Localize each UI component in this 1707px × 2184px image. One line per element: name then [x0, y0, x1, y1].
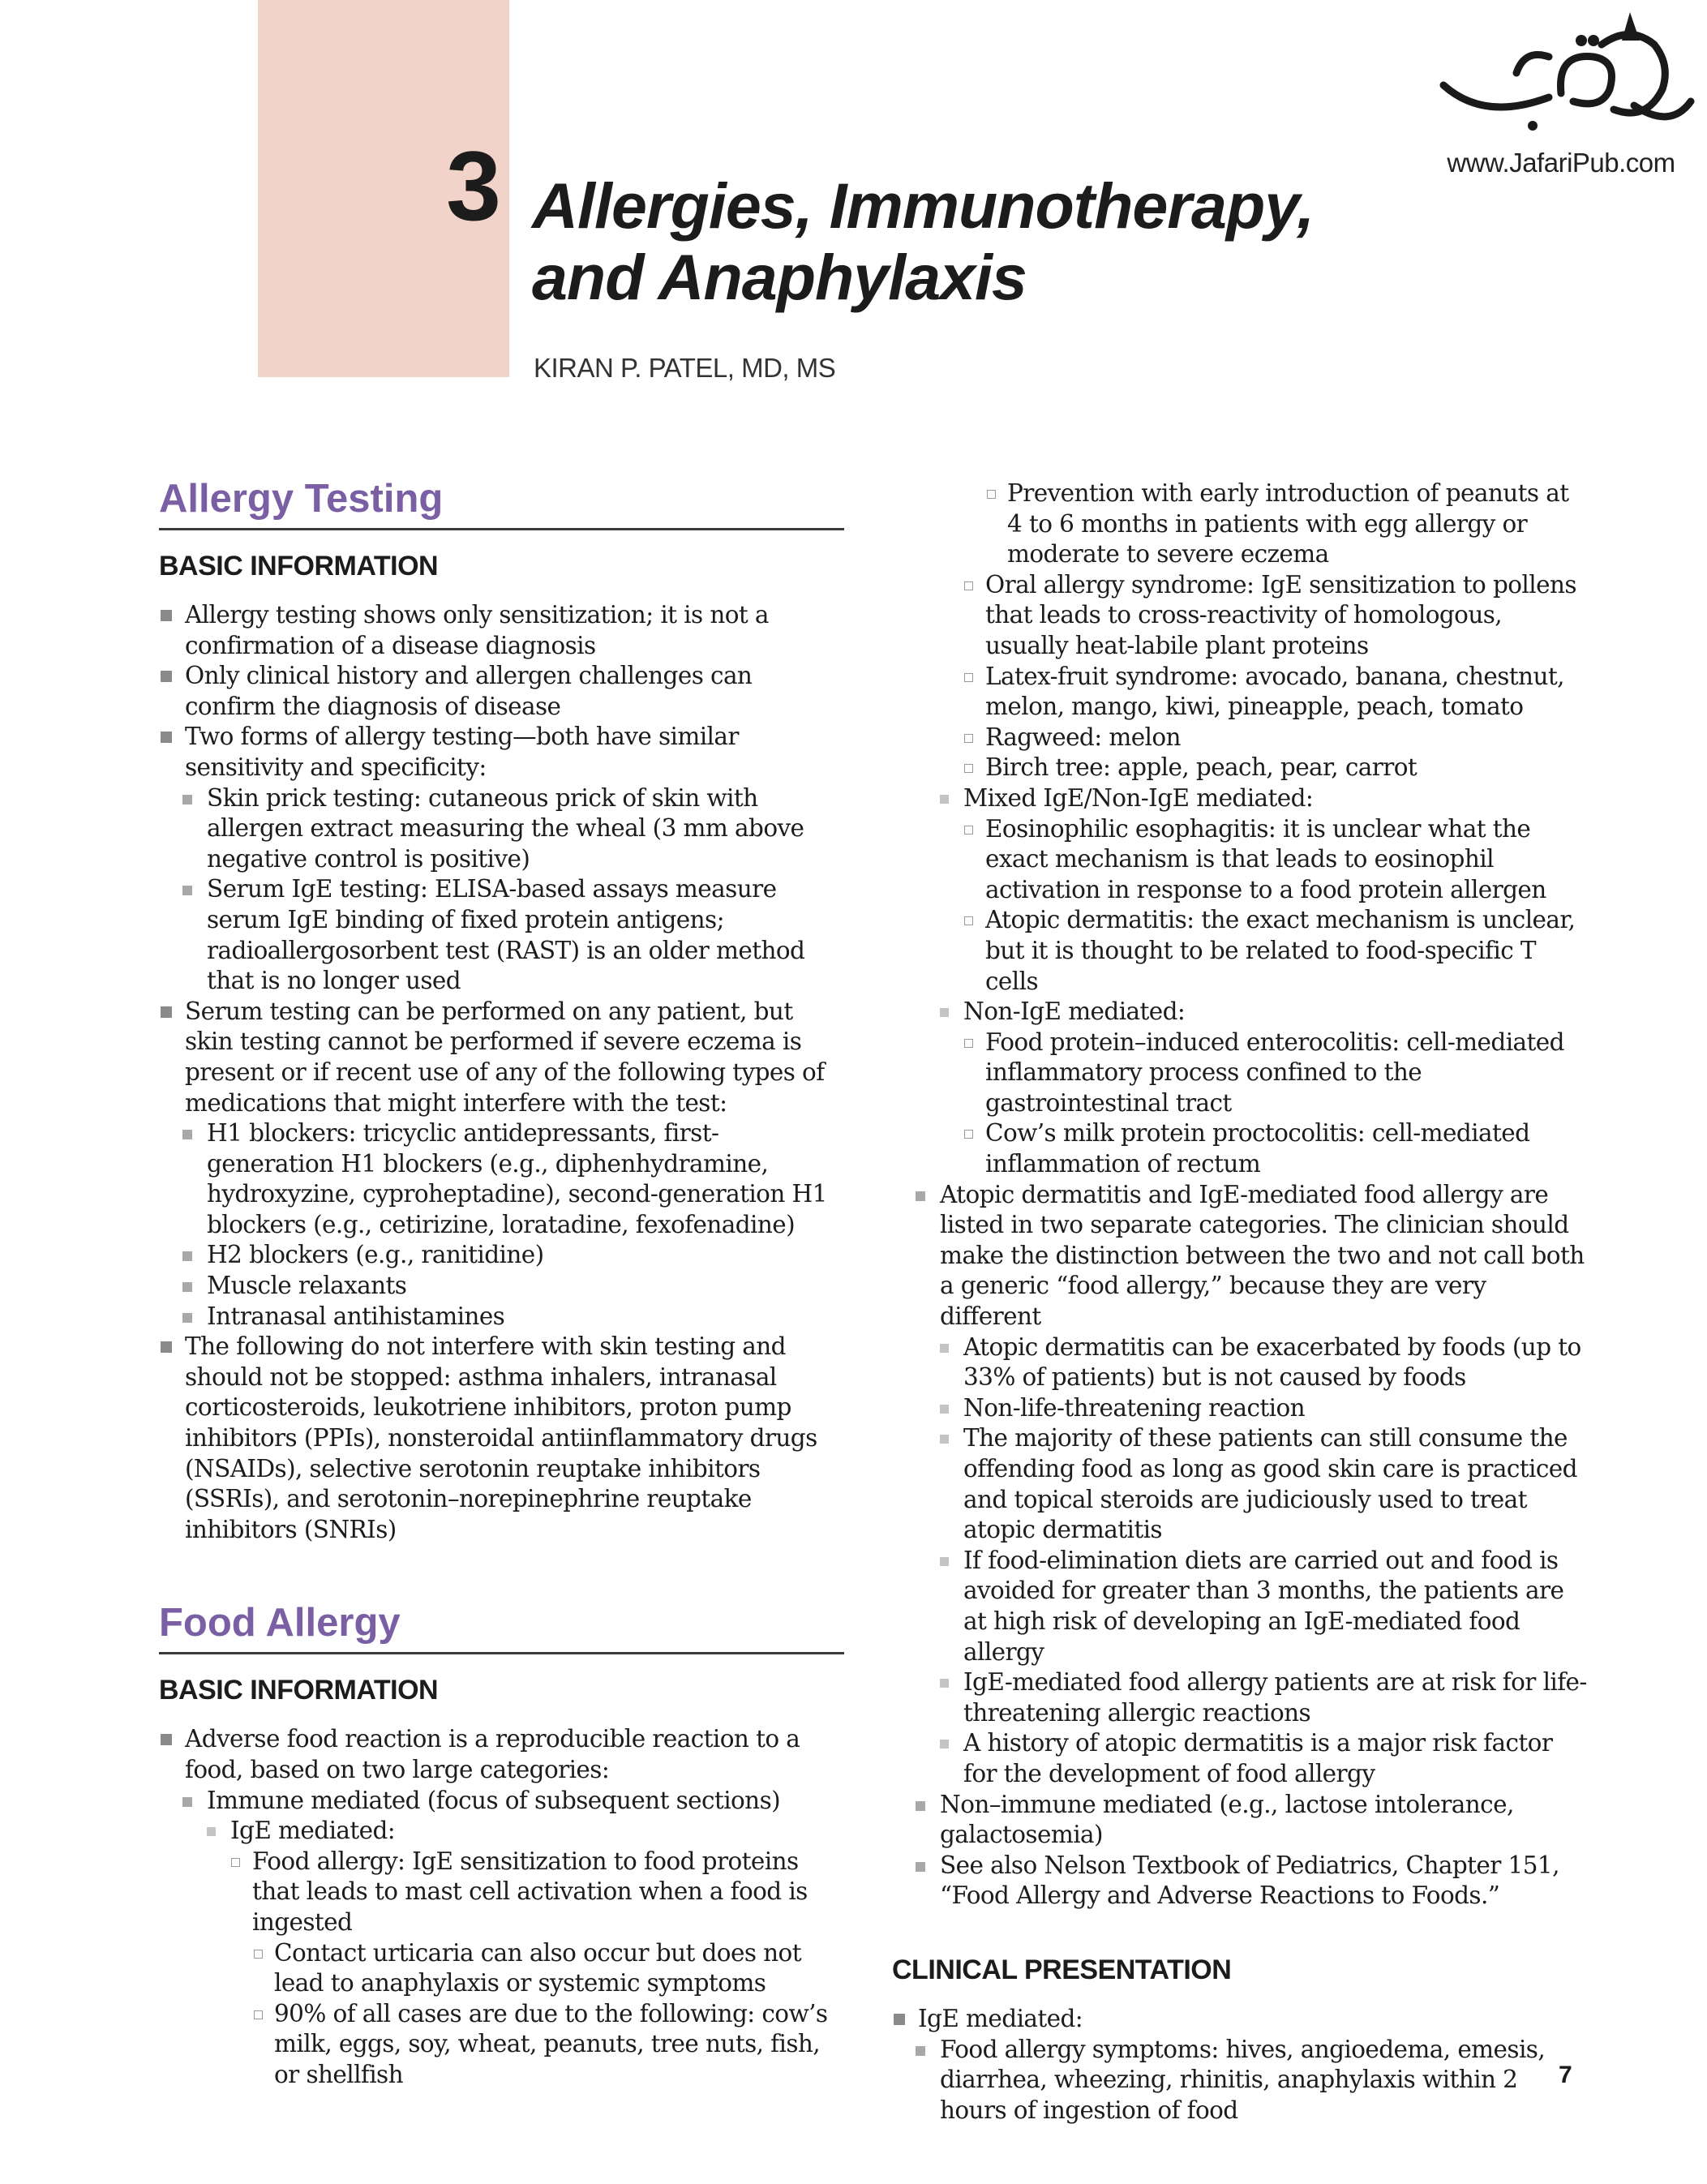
list-item: Non-life-threatening reaction [892, 1393, 1589, 1424]
list-item: Latex-fruit syndrome: avocado, banana, chestnut, melon, mango, kiwi, pineapple, peach, tomato [892, 662, 1589, 723]
publisher-logo-mark-icon [1427, 8, 1695, 146]
list-item: Oral allergy syndrome: IgE sensitization to pollens that leads to cross-reactivity of homologous, usually heat-labile plant proteins [892, 570, 1589, 662]
list-item: IgE mediated: [892, 2004, 1589, 2035]
list-item: Non-IgE mediated: [892, 997, 1589, 1028]
subheading-basic-information: BASIC INFORMATION [159, 551, 439, 581]
list-item: Birch tree: apple, peach, pear, carrot [892, 753, 1589, 783]
list-item: See also Nelson Textbook of Pediatrics, Chapter 151, “Food Allergy and Adverse Reactions to Foods.” [892, 1851, 1589, 1912]
list-item: Immune mediated (focus of subsequent sections) [159, 1786, 844, 1817]
clinical-presentation-list [892, 2004, 1589, 2126]
right-column [892, 478, 1589, 2126]
list-item: Ragweed: melon [892, 723, 1589, 753]
list-item: Two forms of allergy testing—both have similar sensitivity and specificity: [159, 722, 844, 783]
list-item: Contact urticaria can also occur but does not lead to anaphylaxis or systemic symptoms [159, 1938, 844, 1999]
publisher-logo [1427, 8, 1695, 178]
list-item: Atopic dermatitis can be exacerbated by foods (up to 33% of patients) but is not caused by foods [892, 1332, 1589, 1393]
list-item: Non–immune mediated (e.g., lactose intolerance, galactosemia) [892, 1790, 1589, 1851]
list-item: If food-elimination diets are carried out and food is avoided for greater than 3 months, the patients are at high risk of developing an IgE-mediated food allergy [892, 1546, 1589, 1667]
list-item: Allergy testing shows only sensitization; it is not a confirmation of a disease diagnosis [159, 600, 844, 661]
list-item: Eosinophilic esophagitis: it is unclear what the exact mechanism is that leads to eosinophil activation in response to a food protein allergen [892, 814, 1589, 906]
chapter-number: 3 [446, 131, 501, 241]
chapter-title-line-2: and Anaphylaxis [532, 241, 1027, 313]
list-item: Serum IgE testing: ELISA-based assays measure serum IgE binding of fixed protein antigens; radioallergosorbent test (RAST) is an older method that is no longer used [159, 874, 844, 996]
list-item: IgE-mediated food allergy patients are at risk for life-threatening allergic reactions [892, 1667, 1589, 1728]
list-item: Adverse food reaction is a reproducible reaction to a food, based on two large categories: [159, 1724, 844, 1785]
publisher-url: www.JafariPub.com [1447, 148, 1675, 178]
list-item: A history of atopic dermatitis is a major risk factor for the development of food allergy [892, 1728, 1589, 1789]
food-allergy-list-continued [892, 478, 1589, 1912]
list-item: Food protein–induced enterocolitis: cell-mediated inflammatory process confined to the gastrointestinal tract [892, 1028, 1589, 1119]
food-allergy-list [159, 1724, 844, 2090]
list-item: Intranasal antihistamines [159, 1302, 844, 1332]
list-item: Mixed IgE/Non-IgE mediated: [892, 783, 1589, 814]
page-number: 7 [1559, 2062, 1572, 2088]
list-item: The majority of these patients can still consume the offending food as long as good skin care is practiced and topical steroids are judiciously used to treat atopic dermatitis [892, 1423, 1589, 1545]
list-item: Food allergy: IgE sensitization to food proteins that leads to mast cell activation when a food is ingested [159, 1847, 844, 1938]
list-item: Skin prick testing: cutaneous prick of skin with allergen extract measuring the wheal (3 mm above negative control is positive) [159, 783, 844, 875]
list-item: The following do not interfere with skin testing and should not be stopped: asthma inhalers, intranasal corticosteroids, leukotriene inhibitors, proton pump inhibitors (PPIs), nonsteroidal antiinflammatory drugs (NSAIDs), selective serotonin reuptake inhibitors (SSRIs), and serotonin–norepinephrine reuptake inhibitors (SNRIs) [159, 1332, 844, 1545]
subheading-basic-information: BASIC INFORMATION [159, 1675, 439, 1706]
list-item: Cow’s milk protein proctocolitis: cell-mediated inflammation of rectum [892, 1118, 1589, 1179]
subheading-clinical-presentation: CLINICAL PRESENTATION [892, 1954, 1232, 1985]
section-heading-food-allergy: Food Allergy [159, 1598, 844, 1654]
list-item: Food allergy symptoms: hives, angioedema, emesis, diarrhea, wheezing, rhinitis, anaphylaxis within 2 hours of ingestion of food [892, 2035, 1589, 2126]
list-item: Prevention with early introduction of peanuts at 4 to 6 months in patients with egg allergy or moderate to severe eczema [892, 478, 1589, 570]
list-item: H2 blockers (e.g., ranitidine) [159, 1240, 844, 1271]
list-item: IgE mediated: [159, 1816, 844, 1847]
chapter-title [532, 170, 1456, 313]
list-item: Atopic dermatitis and IgE-mediated food allergy are listed in two separate categories. The clinician should make the distinction between the two and not call both a generic “food allergy,” because they are very different [892, 1180, 1589, 1332]
list-item: H1 blockers: tricyclic antidepressants, first-generation H1 blockers (e.g., diphenhydramine, hydroxyzine, cyproheptadine), second-generation H1 blockers (e.g., cetirizine, loratadine, fexofenadine) [159, 1118, 844, 1240]
list-item: 90% of all cases are due to the following: cow’s milk, eggs, soy, wheat, peanuts, tree nuts, fish, or shellfish [159, 1999, 844, 2091]
left-column [159, 474, 844, 2091]
list-item: Atopic dermatitis: the exact mechanism is unclear, but it is thought to be related to food-specific T cells [892, 905, 1589, 997]
allergy-testing-list [159, 600, 844, 1545]
section-heading-allergy-testing: Allergy Testing [159, 474, 844, 530]
list-item: Muscle relaxants [159, 1271, 844, 1302]
list-item: Only clinical history and allergen challenges can confirm the diagnosis of disease [159, 661, 844, 722]
list-item: Serum testing can be performed on any patient, but skin testing cannot be performed if severe eczema is present or if recent use of any of the following types of medications that might interfere with the test: [159, 997, 844, 1118]
chapter-number-box [258, 0, 509, 377]
author-name: KIRAN P. PATEL, MD, MS [534, 353, 836, 383]
chapter-title-line-1: Allergies, Immunotherapy, [532, 169, 1315, 242]
